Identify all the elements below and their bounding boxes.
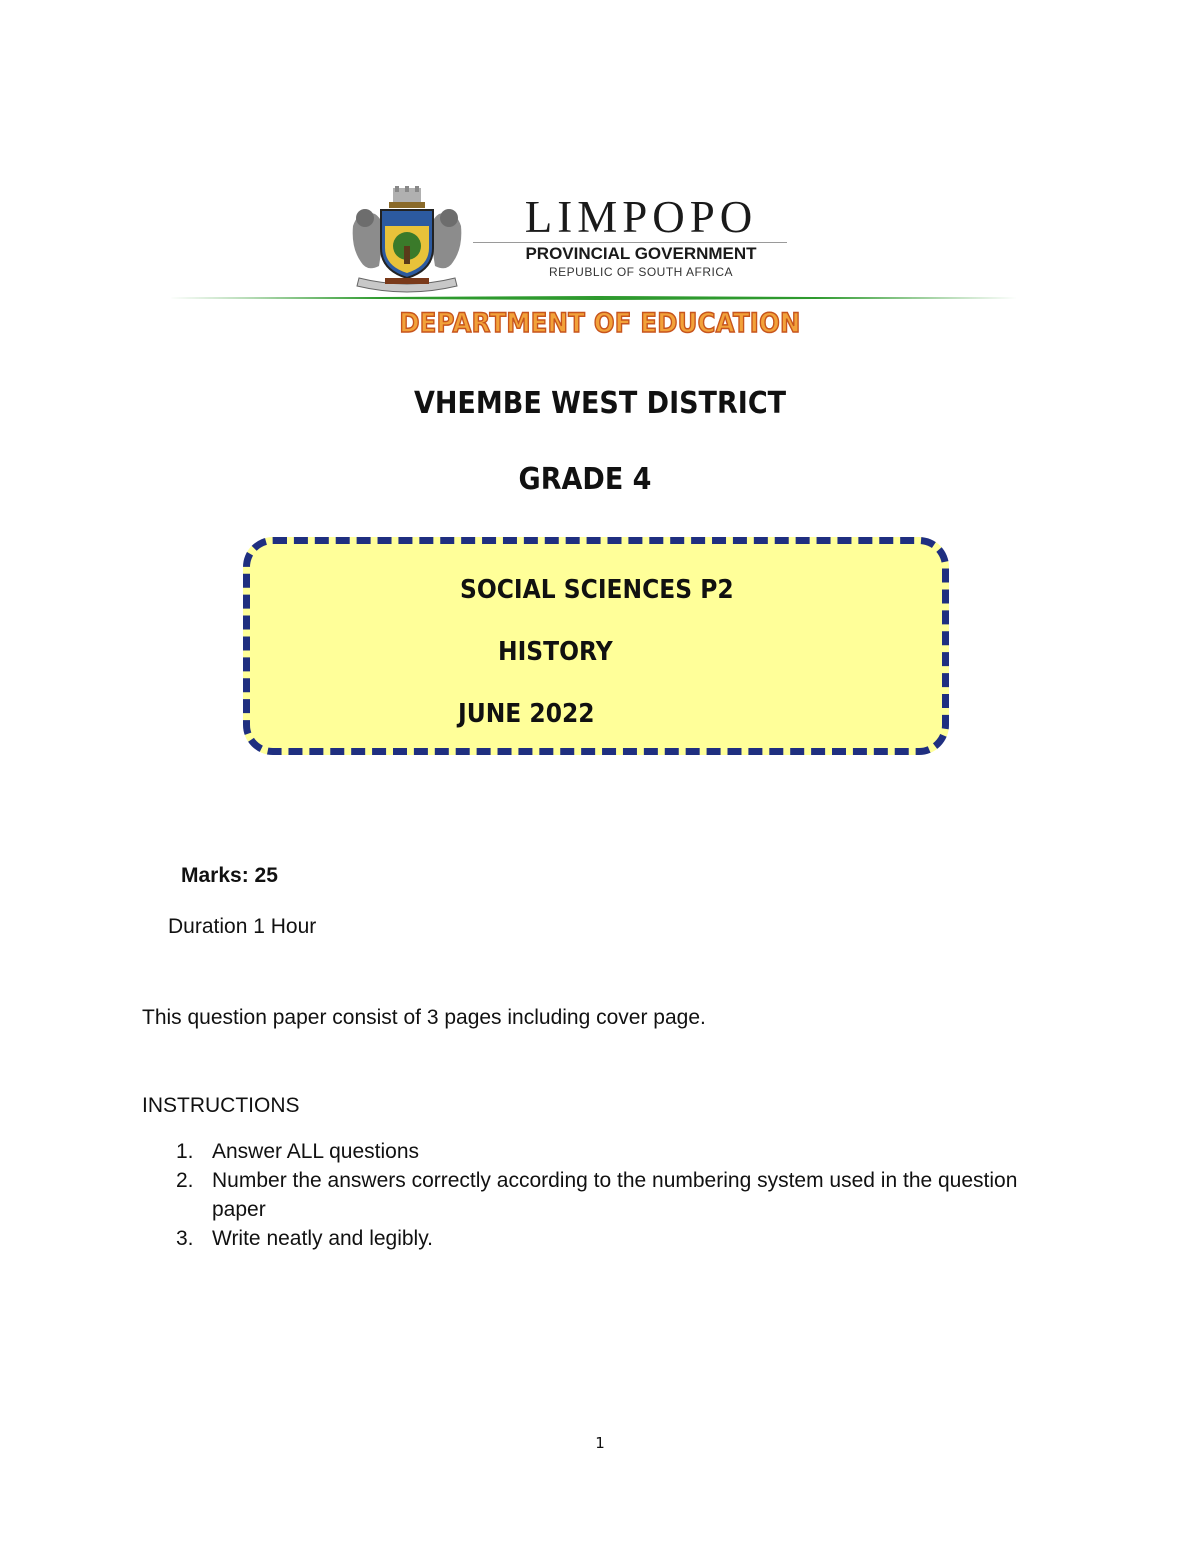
list-item-text: Write neatly and legibly.: [212, 1227, 434, 1250]
logo-subtitle: PROVINCIAL GOVERNMENT: [525, 244, 757, 263]
marks-label: Marks: 25: [181, 864, 278, 887]
list-item: [0, 1166, 1200, 1224]
duration-label: Duration 1 Hour: [168, 915, 317, 938]
provincial-logo: [345, 186, 787, 294]
list-item: [0, 1224, 1200, 1253]
logo-country: REPUBLIC OF SOUTH AFRICA: [548, 265, 734, 279]
department-title: DEPARTMENT OF EDUCATION: [399, 308, 801, 339]
district-title: VHEMBE WEST DISTRICT: [413, 386, 787, 421]
session-title: JUNE 2022: [458, 699, 595, 729]
logo-province-name: LIMPOPO: [524, 192, 758, 242]
subject-title: SOCIAL SCIENCES P2: [460, 575, 734, 605]
instructions-heading: INSTRUCTIONS: [142, 1094, 300, 1117]
list-item-number: 3.: [176, 1227, 194, 1250]
logo-divider: [473, 242, 787, 243]
instructions-list: [0, 1137, 1200, 1253]
page-number: 1: [595, 1434, 605, 1452]
list-item-text: Number the answers correctly according to the numbering system used in the question paper: [212, 1169, 1018, 1221]
list-item-number: 2.: [176, 1169, 194, 1192]
header-divider: [168, 296, 1029, 300]
list-item-text: Answer ALL questions: [212, 1140, 420, 1163]
pages-note: This question paper consist of 3 pages including cover page.: [142, 1006, 706, 1029]
list-item-number: 1.: [176, 1140, 194, 1163]
grade-title: GRADE 4: [518, 462, 652, 497]
topic-title: HISTORY: [498, 637, 613, 667]
coat-of-arms-icon: [345, 186, 469, 294]
subject-box: [243, 537, 949, 755]
list-item: [0, 1137, 1200, 1166]
